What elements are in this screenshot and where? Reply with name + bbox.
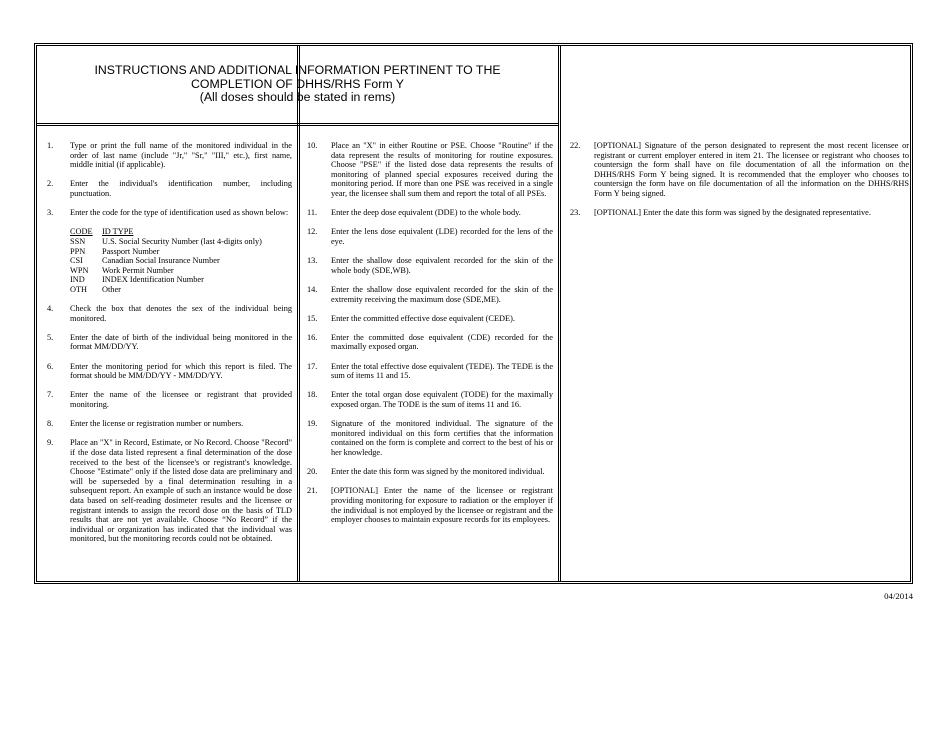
item-text: Enter the shallow dose equivalent recorded for the skin of the extremity receiving the maximum dose (SDE,ME).: [331, 284, 553, 304]
id-code: WPN: [70, 265, 89, 275]
item-text: [OPTIONAL] Enter the date this form was signed by the designated representative.: [594, 208, 871, 218]
instruction-item: [301, 227, 553, 246]
instruction-item: [301, 256, 553, 275]
item-text: Enter the code for the type of identification used as shown below:: [70, 208, 289, 218]
id-code: CSI: [70, 256, 83, 266]
item-number: 18.: [307, 390, 318, 400]
instruction-item: [301, 333, 553, 352]
instruction-item: [39, 362, 292, 381]
item-text: Enter the date this form was signed by the monitored individual.: [331, 467, 545, 477]
item-text: Check the box that denotes the sex of the individual being monitored.: [70, 304, 292, 323]
item-text: Enter the committed effective dose equivalent (CEDE).: [331, 313, 515, 323]
instruction-item: [564, 208, 909, 218]
item-text: Enter the total effective dose equivalent (TEDE). The TEDE is the sum of items 11 and 15.: [331, 361, 553, 381]
title-line-2: COMPLETION OF DHHS/RHS Form Y: [191, 76, 404, 91]
table-row: [70, 285, 292, 295]
table-row: [70, 247, 292, 257]
item-number: 2.: [47, 179, 54, 189]
item-number: 22.: [570, 141, 581, 150]
id-header-type: ID TYPE: [102, 227, 134, 237]
id-table-header: [70, 227, 292, 237]
instruction-item: [39, 141, 292, 170]
instruction-item: [39, 208, 292, 294]
table-row: [70, 237, 292, 247]
id-desc: Work Permit Number: [102, 265, 174, 275]
instruction-item: [564, 141, 909, 199]
id-header-code: CODE: [70, 227, 93, 237]
item-text-with-table: [70, 208, 292, 294]
form-title: [37, 46, 558, 123]
item-text: Enter the name of the licensee or registrant that provided monitoring.: [70, 390, 292, 410]
item-text: Enter the date of birth of the individual being monitored in the format MM/DD/YY.: [70, 332, 292, 352]
instruction-item: [301, 285, 553, 304]
table-row: [70, 275, 292, 285]
item-text: Enter the committed dose equivalent (CDE) recorded for the maximally exposed organ.: [331, 332, 553, 352]
item-text: Place an "X" in either Routine or PSE. Choose "Routine" if the data represent the results of monitoring for routine exposures. Choose "PSE" if the listed dose data represents the results of monitoring of planned special exposures received during the monitoring period. If more than one PSE was received in a single year, the licensee shall sum them and report the total of all PSEs.: [331, 141, 553, 198]
title-line-3: (All doses should be stated in rems): [199, 90, 396, 105]
instruction-item: [39, 390, 292, 409]
table-row: [70, 256, 292, 266]
item-text: Enter the lens dose equivalent (LDE) recorded for the lens of the eye.: [331, 227, 553, 246]
item-number: 15.: [307, 313, 318, 323]
id-code: OTH: [70, 284, 88, 294]
item-text: Signature of the monitored individual. The signature of the monitored individual on this form certifies that the information contained on the form is complete and correct to the best of his or her knowledge.: [331, 419, 553, 457]
item-number: 11.: [307, 208, 318, 218]
item-text: Enter the individual's identification number, including punctuation.: [70, 179, 292, 198]
item-text: Enter the license or registration number or numbers.: [70, 419, 244, 429]
item-text: Enter the monitoring period for which this report is filed. The format should be MM/DD/YY - MM/DD/YY.: [70, 361, 292, 381]
item-number: 14.: [307, 284, 318, 294]
item-number: 4.: [47, 304, 54, 314]
id-code: IND: [70, 275, 85, 285]
item-text: Enter the shallow dose equivalent recorded for the skin of the whole body (SDE,WB).: [331, 256, 553, 275]
item-number: 5.: [47, 332, 54, 342]
item-number: 10.: [307, 141, 318, 150]
instruction-item: [301, 314, 553, 324]
id-code: SSN: [70, 236, 86, 246]
instruction-item: [301, 486, 553, 524]
instruction-item: [39, 304, 292, 323]
column-divider-2: [558, 46, 561, 581]
table-row: [70, 266, 292, 276]
instruction-item: [301, 208, 553, 218]
item-text: Place an "X" in Record, Estimate, or No Record. Choose "Record" if the dose data listed represent a final determination of the dose received to the best of the licensee's or registrant's knowledge. Choose "Estimate" only if the listed dose data are preliminary and will be superseded by a final determination resulting in a subsequent report. An example of such an instance would be dose data based on self-reading dosimeter results and the licensee or registrant intends to assign the record dose on the basis of TLD results that are not yet available. Choose “No Record” if the individual or organization has indicated that the individual was monitored, but the monitoring records could not be obtained.: [70, 438, 292, 544]
item-number: 19.: [307, 419, 318, 429]
id-type-table: [70, 227, 292, 294]
instruction-item: [301, 362, 553, 381]
item-number: 23.: [570, 208, 581, 218]
item-number: 12.: [307, 227, 318, 237]
id-desc: Passport Number: [102, 246, 160, 256]
instruction-item: [39, 419, 292, 429]
instructions-column-3: [564, 141, 909, 227]
item-number: 13.: [307, 256, 318, 266]
instruction-item: [301, 419, 553, 457]
instructions-column-1: [39, 141, 292, 554]
instruction-item: [301, 467, 553, 477]
instruction-item: [301, 141, 553, 199]
id-desc: INDEX Identification Number: [102, 275, 204, 285]
item-text: [OPTIONAL] Signature of the person designated to represent the most recent licensee or registrant or current employer entered in item 21. The licensee or registrant who chooses to countersign the form shall have on file documentation of all the information on the DHHS/RHS Form Y being signed. It is recommended that the employer who chooses to countersign the form have on file documentation of all the information on the DHHS/RHS Form Y being signed.: [594, 141, 909, 198]
instruction-item: [301, 390, 553, 409]
item-text: [OPTIONAL] Enter the name of the licensee or registrant providing monitoring for exposure to radiation or the employer if the individual is not employed by the licensee or registrant and the employer chooses to maintain exposure records for its employees.: [331, 486, 553, 525]
item-text: Enter the total organ dose equivalent (TODE) for the maximally exposed organ. The TODE is the sum of items 11 and 16.: [331, 390, 553, 410]
column-divider-1: [297, 46, 300, 581]
item-number: 21.: [307, 486, 318, 496]
item-number: 7.: [47, 390, 54, 400]
item-number: 8.: [47, 419, 54, 429]
instruction-item: [39, 179, 292, 198]
revision-date: 04/2014: [884, 591, 913, 601]
item-text: Type or print the full name of the monitored individual in the order of last name (include "Jr," "Sr," "III," etc.), first name, middle initial (if applicable).: [70, 141, 292, 170]
instructions-frame: [34, 43, 913, 584]
item-number: 6.: [47, 361, 54, 371]
item-text: Enter the deep dose equivalent (DDE) to the whole body.: [331, 208, 521, 218]
item-number: 1.: [47, 141, 54, 150]
item-number: 16.: [307, 332, 318, 342]
title-line-1: INSTRUCTIONS AND ADDITIONAL INFORMATION PERTINENT TO THE: [94, 63, 501, 78]
instruction-item: [39, 333, 292, 352]
item-number: 3.: [47, 208, 54, 218]
item-number: 17.: [307, 361, 318, 371]
id-code: PPN: [70, 246, 86, 256]
title-divider: [37, 123, 558, 126]
instructions-column-2: [301, 141, 553, 534]
id-desc: Other: [102, 284, 121, 294]
id-desc: U.S. Social Security Number (last 4-digits only): [102, 236, 262, 246]
id-desc: Canadian Social Insurance Number: [102, 256, 220, 266]
instruction-item: [39, 438, 292, 544]
item-number: 20.: [307, 467, 318, 477]
item-number: 9.: [47, 438, 54, 448]
